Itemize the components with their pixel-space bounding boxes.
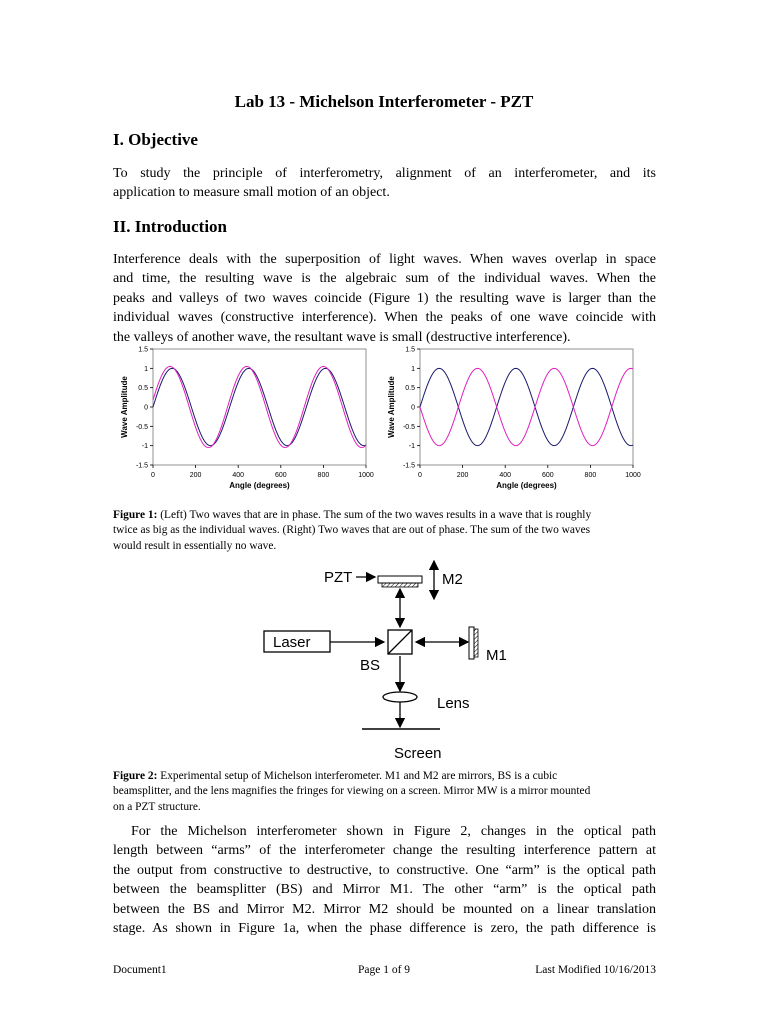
bs-label: BS — [360, 657, 381, 674]
y-tick-label: -1 — [141, 443, 148, 451]
paragraph-line: peaks and valleys of two waves coincide (Figure 1) the resulting wave is larger than the — [113, 290, 656, 306]
figure1-left-chart — [113, 342, 378, 497]
m1-mount — [474, 629, 478, 657]
caption-text: on a PZT structure. — [113, 800, 201, 813]
figure1-caption — [113, 508, 656, 554]
footer-last-modified: Last Modified 10/16/2013 — [535, 964, 656, 976]
x-tick-label: 800 — [317, 472, 330, 479]
y-tick-label: 1.5 — [405, 346, 415, 354]
y-tick-label: 1 — [411, 365, 415, 373]
y-tick-label: 0 — [144, 404, 148, 412]
x-tick-label: 600 — [541, 472, 554, 479]
objective-paragraph — [113, 164, 656, 203]
paragraph-line: individual waves (constructive interference). When the peaks of one wave coincide with — [113, 310, 656, 326]
paragraph-line: between the BS and Mirror M2. Mirror M2 should be mounted on a linear translation — [113, 901, 656, 917]
lens — [383, 692, 417, 702]
body-paragraph — [113, 822, 656, 938]
figure2-caption — [113, 769, 656, 815]
y-tick-label: 1 — [144, 365, 148, 373]
x-tick-label: 200 — [189, 472, 202, 479]
page-title: Lab 13 - Michelson Interferometer - PZT — [234, 92, 534, 111]
y-tick-label: 0 — [411, 404, 415, 412]
paragraph-line: Interference deals with the superposition of light waves. When waves overlap in space — [113, 252, 656, 267]
m1-mirror — [469, 627, 474, 659]
screen-label: Screen — [394, 745, 442, 762]
paragraph-line: stage. As shown in Figure 1a, when the phase difference is zero, the path difference is — [113, 921, 656, 937]
figure2-interferometer-diagram — [240, 555, 520, 765]
paragraph-line: the valleys of another wave, the resultant wave is small (destructive interference). — [113, 329, 571, 345]
m2-label: M2 — [442, 571, 463, 588]
x-axis-label: Angle (degrees) — [496, 481, 557, 490]
paragraph-line: between the beamsplitter (BS) and Mirror M1. The other “arm” is the optical path — [113, 882, 656, 898]
y-tick-label: -0.5 — [402, 423, 415, 431]
paragraph-line: To study the principle of interferometry, alignment of an interferometer, and its — [113, 166, 656, 181]
y-axis-label: Wave Amplitude — [387, 376, 396, 438]
introduction-paragraph — [113, 250, 656, 347]
figure2-label: Figure 2: — [113, 770, 158, 782]
laser-label: Laser — [273, 634, 311, 651]
pzt-label: PZT — [324, 569, 353, 586]
plot-area — [153, 349, 366, 465]
x-tick-label: 600 — [274, 472, 287, 479]
x-tick-label: 0 — [418, 472, 422, 479]
plot-area — [420, 349, 633, 465]
paragraph-line: length between “arms” of the interferometer change the resulting interference pattern at — [113, 843, 656, 859]
x-tick-label: 1000 — [358, 472, 374, 479]
x-tick-label: 0 — [151, 472, 155, 479]
y-tick-label: -1.5 — [402, 462, 415, 470]
figure1-right-chart — [380, 342, 645, 497]
y-tick-label: 0.5 — [138, 385, 148, 393]
pzt-actuator — [382, 583, 418, 587]
x-tick-label: 1000 — [625, 472, 641, 479]
y-tick-label: -1.5 — [135, 462, 148, 470]
caption-text: Experimental setup of Michelson interferometer. M1 and M2 are mirrors, BS is a cubic — [157, 770, 558, 782]
x-tick-label: 400 — [499, 472, 512, 479]
caption-text: would result in essentially no wave. — [113, 539, 277, 552]
x-tick-label: 400 — [232, 472, 245, 479]
m1-label: M1 — [486, 647, 507, 664]
paragraph-line: the output from constructive to destructive, to constructive. One “arm” is the optical path — [113, 862, 656, 878]
section-heading-introduction: II. Introduction — [113, 217, 227, 236]
x-axis-label: Angle (degrees) — [229, 481, 290, 490]
x-tick-label: 200 — [456, 472, 469, 479]
footer-page-number: Page 1 of 9 — [357, 964, 411, 976]
y-tick-label: 1.5 — [138, 346, 148, 354]
y-tick-label: -1 — [408, 443, 415, 451]
caption-text: (Left) Two waves that are in phase. The sum of the two waves results in a wave that is roughly — [157, 509, 592, 521]
lens-label: Lens — [437, 695, 470, 712]
paragraph-line: application to measure small motion of an object. — [113, 185, 390, 201]
y-tick-label: 0.5 — [405, 385, 415, 393]
figure1-label: Figure 1: — [113, 509, 158, 521]
y-tick-label: -0.5 — [135, 423, 148, 431]
m2-mirror — [378, 576, 422, 583]
caption-text: beamsplitter, and the lens magnifies the fringes for viewing on a screen. Mirror MW is a mirror mounted — [113, 785, 591, 798]
y-axis-label: Wave Amplitude — [120, 376, 129, 438]
paragraph-line: and time, the resulting wave is the algebraic sum of the individual waves. When the — [113, 271, 656, 287]
paragraph-line: For the Michelson interferometer shown in Figure 2, changes in the optical path — [131, 824, 656, 839]
x-tick-label: 800 — [584, 472, 597, 479]
section-heading-objective: I. Objective — [113, 130, 198, 149]
caption-text: twice as big as the individual waves. (Right) Two waves that are out of phase. The sum of the two waves — [113, 524, 591, 537]
footer-document-name: Document1 — [113, 964, 167, 976]
